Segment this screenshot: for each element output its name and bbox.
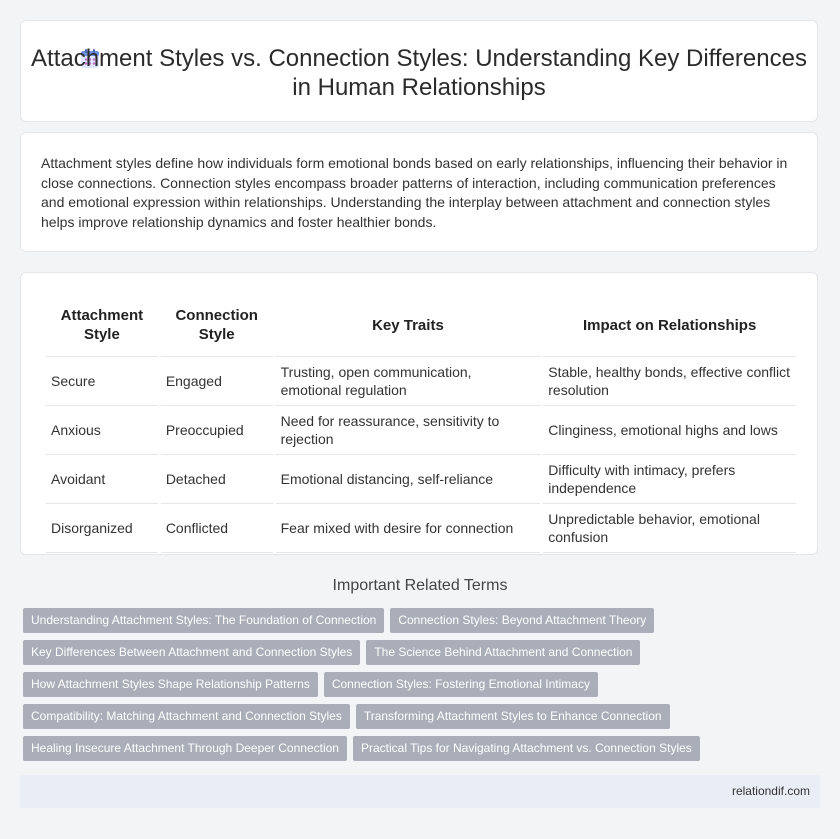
footer-site-link[interactable]: relationdif.com [731,784,810,798]
cell-attachment-style: Avoidant [46,455,158,504]
tag-row [23,640,813,672]
related-term-tag[interactable]: Practical Tips for Navigating Attachment vs. Connection Styles [353,736,700,761]
header-attachment-style: Attachment Style [46,294,158,357]
related-term-tag[interactable]: Connection Styles: Fostering Emotional Intimacy [324,672,598,697]
cell-key-traits: Need for reassurance, sensitivity to rejection [276,406,541,455]
tag-row [23,608,813,640]
page-title: Attachment Styles vs. Connection Styles: Understanding Key Differences in Human Relationships [31,45,807,101]
related-term-tag[interactable]: Connection Styles: Beyond Attachment Theory [390,608,654,633]
cell-connection-style: Preoccupied [161,406,273,455]
related-term-tag[interactable]: How Attachment Styles Shape Relationship Patterns [23,672,318,697]
table-row [46,357,796,406]
cell-key-traits: Emotional distancing, self-reliance [276,455,541,504]
comparison-table [43,294,799,553]
related-term-tag[interactable]: Understanding Attachment Styles: The Foundation of Connection [23,608,384,633]
cell-key-traits: Trusting, open communication, emotional regulation [276,357,541,406]
related-term-tag[interactable]: Transforming Attachment Styles to Enhance Connection [356,704,670,729]
related-terms-title: Important Related Terms [332,577,508,594]
cell-attachment-style: Disorganized [46,504,158,553]
table-header-row [46,294,796,357]
header-impact: Impact on Relationships [543,294,796,357]
intro-paragraph: Attachment styles define how individuals form emotional bonds based on early relationships, influencing their behavior in close connections. Connection styles encompass broader patterns of interaction, including communication preferences and emotional expression within relationships. Understanding the interplay between attachment and connection styles helps improve relationship dynamics and foster healthier bonds. [41,155,788,230]
related-term-tag[interactable]: The Science Behind Attachment and Connection [366,640,640,665]
comparison-table-card [20,272,818,555]
tag-row [23,736,813,768]
cell-impact: Clinginess, emotional highs and lows [543,406,796,455]
title-wrap [21,44,817,102]
cell-key-traits: Fear mixed with desire for connection [276,504,541,553]
cell-attachment-style: Secure [46,357,158,406]
cell-impact: Stable, healthy bonds, effective conflict resolution [543,357,796,406]
related-term-tag[interactable]: Healing Insecure Attachment Through Deeper Connection [23,736,347,761]
intro-card [20,132,818,252]
related-terms-list [23,608,813,768]
table-row [46,504,796,553]
related-term-tag[interactable]: Compatibility: Matching Attachment and Connection Styles [23,704,350,729]
cell-impact: Unpredictable behavior, emotional confusion [543,504,796,553]
table-row [46,406,796,455]
related-term-tag[interactable]: Key Differences Between Attachment and Connection Styles [23,640,360,665]
footer-bar [20,775,820,808]
cell-impact: Difficulty with intimacy, prefers independence [543,455,796,504]
tag-row [23,704,813,736]
cell-connection-style: Conflicted [161,504,273,553]
tag-row [23,672,813,704]
header-key-traits: Key Traits [276,294,541,357]
cell-attachment-style: Anxious [46,406,158,455]
cell-connection-style: Detached [161,455,273,504]
header-connection-style: Connection Style [161,294,273,357]
table-row [46,455,796,504]
cell-connection-style: Engaged [161,357,273,406]
header-card [20,20,818,122]
